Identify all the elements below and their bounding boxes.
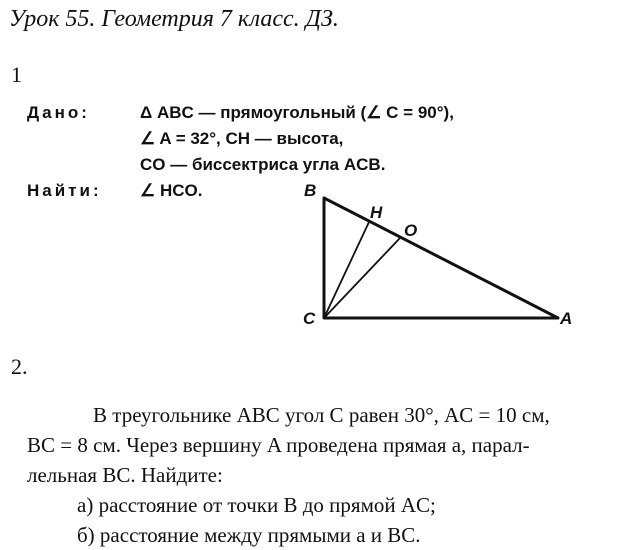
given-line-1: Δ ABC — прямоугольный (∠ C = 90°), xyxy=(140,103,454,122)
label-o: O xyxy=(404,221,418,240)
given-label: Дано: xyxy=(27,103,90,122)
given-line-3: CO — биссектриса угла ACB. xyxy=(140,155,386,174)
label-b: B xyxy=(304,181,317,200)
task-2-line-3: лельная BC. Найдите: xyxy=(27,463,223,487)
task-2-item-b: б) расстояние между прямыми a и BC. xyxy=(77,523,421,547)
task-2-number: 2. xyxy=(11,354,28,379)
page-title: Урок 55. Геометрия 7 класс. ДЗ. xyxy=(9,6,339,32)
find-label: Найти: xyxy=(27,181,102,200)
task-2-line-2: BC = 8 см. Через вершину A проведена прямая a, парал- xyxy=(27,433,530,457)
task-2-line-1: В треугольнике ABC угол C равен 30°, AC = 10 см, xyxy=(93,403,550,427)
task-2-item-a: а) расстояние от точки B до прямой AC; xyxy=(77,493,436,517)
task-1-number: 1 xyxy=(11,62,22,87)
given-line-2: ∠ A = 32°, CH — высота, xyxy=(140,129,344,148)
label-c: C xyxy=(303,309,316,328)
find-value: ∠ HCO. xyxy=(140,181,203,200)
label-a: A xyxy=(560,309,573,328)
altitude-ch xyxy=(324,222,369,318)
triangle-abc xyxy=(324,198,558,318)
label-h: H xyxy=(370,203,383,222)
bisector-co xyxy=(324,238,400,318)
